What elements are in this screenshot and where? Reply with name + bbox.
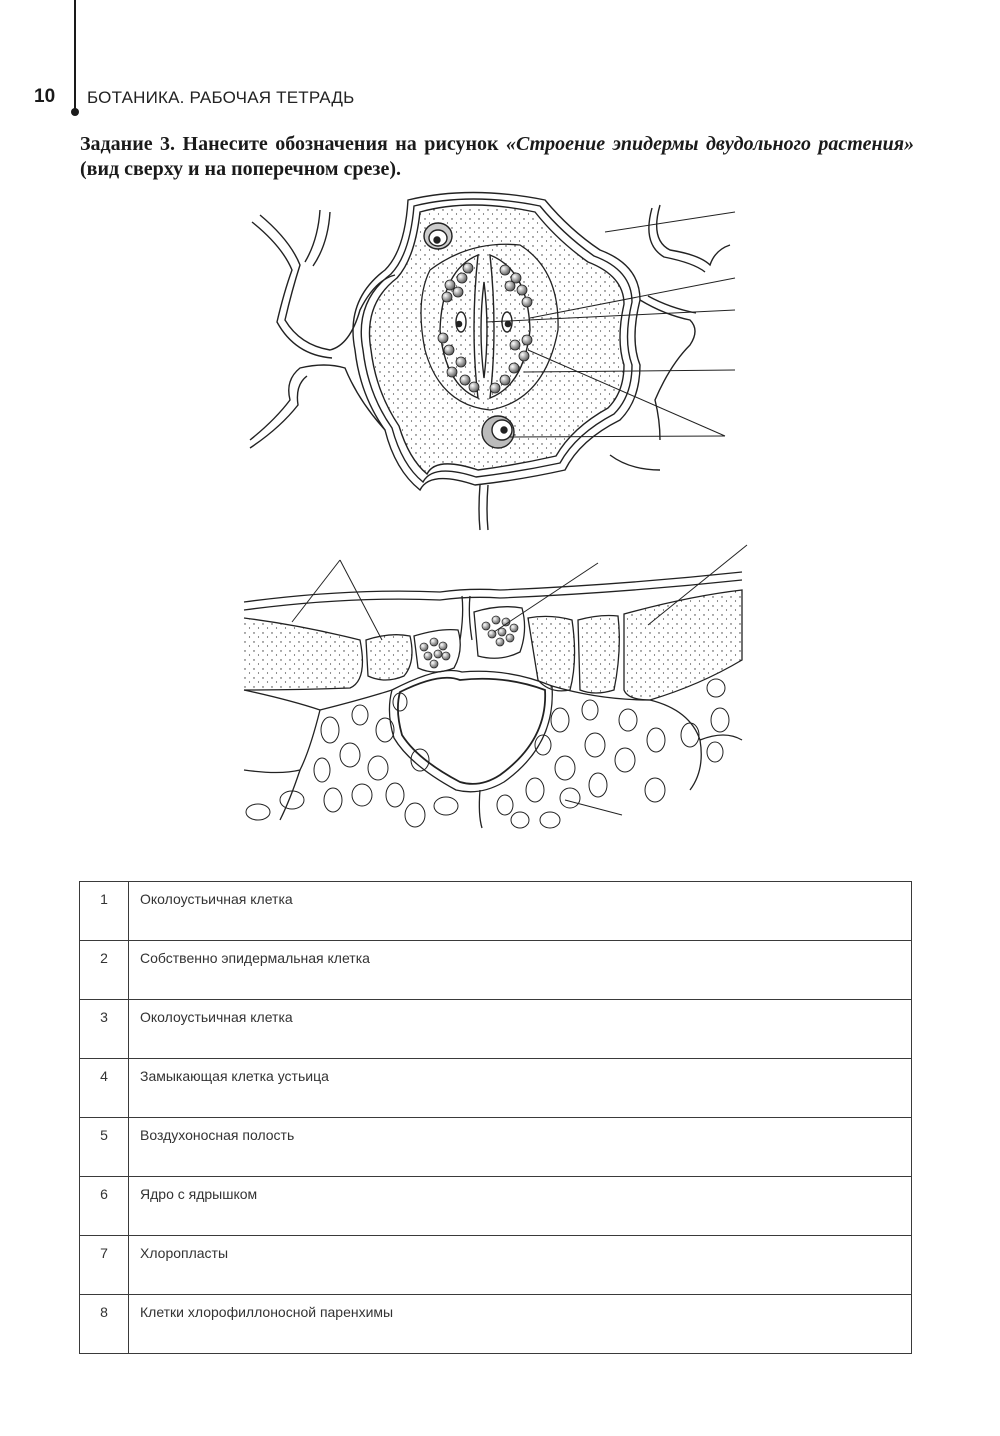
page-number: 10 xyxy=(34,86,56,107)
running-title: БОТАНИКА. РАБОЧАЯ ТЕТРАДЬ xyxy=(87,88,355,107)
nucleus-top xyxy=(424,223,452,249)
chloroplasts-section xyxy=(420,616,518,668)
air-cavity xyxy=(398,678,545,784)
row-number: 6 xyxy=(80,1177,129,1236)
row-answer[interactable]: Околоустьичная клетка xyxy=(129,1000,912,1059)
row-answer[interactable]: Собственно эпидермальная клетка xyxy=(129,941,912,1000)
row-answer[interactable]: Клетки хлорофиллоносной паренхимы xyxy=(129,1295,912,1354)
table-row xyxy=(80,882,912,941)
row-number: 8 xyxy=(80,1295,129,1354)
table-row xyxy=(80,1059,912,1118)
row-number: 5 xyxy=(80,1118,129,1177)
stomatal-pore xyxy=(481,282,487,378)
row-answer[interactable]: Околоустьичная клетка xyxy=(129,882,912,941)
table-row xyxy=(80,1118,912,1177)
answer-table xyxy=(79,881,912,1354)
epidermal-cell-left xyxy=(244,618,362,690)
row-answer[interactable]: Хлоропласты xyxy=(129,1236,912,1295)
row-number: 1 xyxy=(80,882,129,941)
row-answer[interactable]: Воздухоносная полость xyxy=(129,1118,912,1177)
table-row xyxy=(80,1236,912,1295)
row-answer[interactable]: Замыкающая клетка устьица xyxy=(129,1059,912,1118)
row-number: 7 xyxy=(80,1236,129,1295)
row-number: 2 xyxy=(80,941,129,1000)
table-row xyxy=(80,1177,912,1236)
cross-section-diagram xyxy=(244,545,747,828)
row-number: 4 xyxy=(80,1059,129,1118)
nucleus-bottom xyxy=(482,416,514,448)
row-number: 3 xyxy=(80,1000,129,1059)
task-figure-title: «Строение эпидермы двудольного растения» xyxy=(505,133,915,155)
table-row xyxy=(80,941,912,1000)
row-answer[interactable]: Ядро с ядрышком xyxy=(129,1177,912,1236)
top-view-diagram xyxy=(250,193,735,531)
answer-table-body xyxy=(80,882,912,1354)
table-row xyxy=(80,1000,912,1059)
task-tail: (вид сверху и на поперечном срезе). xyxy=(80,158,401,180)
table-row xyxy=(80,1295,912,1354)
task-lead: Задание 3. Нанесите обозначения на рисунок xyxy=(80,133,506,155)
